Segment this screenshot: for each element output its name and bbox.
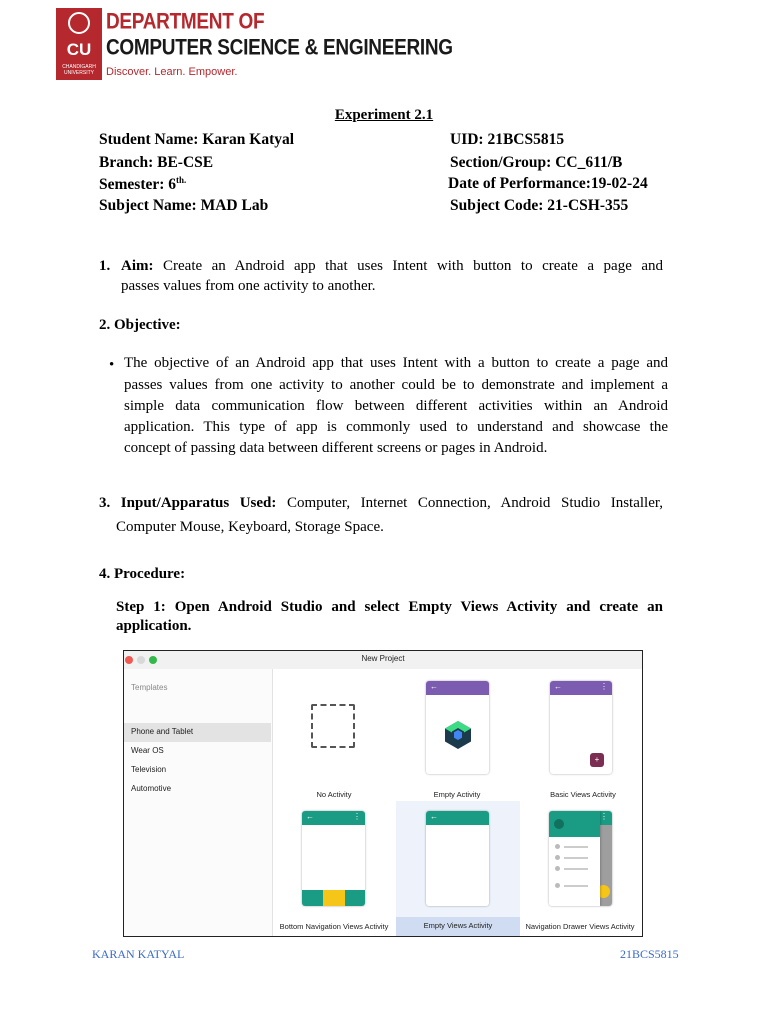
drawer-item-line: [564, 868, 588, 870]
back-arrow-icon: ←: [430, 812, 438, 821]
emblem-icon: [68, 12, 90, 34]
avatar-icon: [554, 819, 564, 829]
new-project-screenshot: [123, 650, 643, 937]
footer-uid: 21BCS5815: [620, 947, 679, 961]
bottom-nav-selected: [323, 890, 345, 906]
window-titlebar: [124, 651, 642, 669]
app-bar: [426, 811, 489, 825]
sidebar-item-phone-tablet[interactable]: Phone and Tablet: [131, 727, 194, 736]
aim-line-1: Aim: Create an Android app that uses Intent with button to create a page and: [121, 258, 664, 274]
objective-line: The objective of an Android app that uses Intent with a button to create a page and: [124, 355, 668, 371]
aim-line-2: passes values from one activity to another.: [121, 278, 376, 294]
template-bottom-navigation-views-activity[interactable]: Bottom Navigation Views Activity: [279, 922, 389, 931]
department-line-1: DEPARTMENT OF: [106, 10, 265, 35]
navigation-drawer: [549, 811, 600, 906]
objective-line: passes values from one activity to another could be to demonstrate and implement a: [124, 377, 668, 393]
subject-name: Subject Name: MAD Lab: [99, 197, 269, 214]
student-name: Student Name: Karan Katyal: [99, 131, 295, 148]
sidebar-item-wear-os[interactable]: Wear OS: [131, 746, 164, 755]
date-of-performance: Date of Performance:19-02-24: [448, 175, 648, 192]
nav-drawer-preview[interactable]: [549, 811, 612, 906]
compose-logo-icon: [442, 719, 474, 751]
drawer-item-icon: [555, 866, 560, 871]
overflow-menu-icon: ⋮: [353, 812, 361, 821]
template-basic-views-activity[interactable]: Basic Views Activity: [550, 790, 616, 799]
objective-line: concept of passing data between different screens or pages in Android.: [124, 440, 548, 456]
drawer-item-icon: [555, 844, 560, 849]
semester: Semester: $6^{th.}$: [99, 175, 187, 194]
department-line-2: COMPUTER SCIENCE & ENGINEERING: [106, 36, 453, 61]
footer-student-name: KARAN KATYAL: [92, 947, 185, 961]
drawer-item-icon: [555, 883, 560, 888]
step-1-line-2: application.: [116, 618, 192, 634]
sidebar-item-television[interactable]: Television: [131, 765, 167, 774]
experiment-title: Experiment 2.1: [334, 107, 434, 123]
drawer-header: [549, 811, 600, 837]
drawer-item-line: [564, 857, 588, 859]
back-arrow-icon: ←: [306, 812, 314, 821]
subject-code: Subject Code: 21-CSH-355: [450, 197, 629, 214]
bottom-nav-preview[interactable]: [302, 811, 365, 906]
window-title: New Project: [361, 654, 405, 663]
drawer-item-icon: [555, 855, 560, 860]
bullet: •: [109, 357, 115, 373]
apparatus-line-1: 3. Input/Apparatus Used: Computer, Internet Connection, Android Studio Installer,: [99, 495, 663, 511]
drawer-item-line: [564, 885, 588, 887]
objective-heading: 2. Objective:: [99, 317, 181, 333]
overflow-menu-icon: ⋮: [600, 682, 608, 691]
procedure-heading: 4. Procedure:: [99, 566, 186, 582]
template-navigation-drawer-views-activity[interactable]: Navigation Drawer Views Activity: [525, 922, 635, 931]
objective-line: simple data communication flow between different activities within an Android: [124, 398, 668, 414]
step-1-line-1: Step 1: Open Android Studio and select Empty Views Activity and create an: [116, 599, 663, 615]
overflow-menu-icon: ⋮: [600, 812, 608, 821]
no-activity-preview[interactable]: [311, 704, 355, 748]
back-arrow-icon: ←: [430, 682, 438, 691]
branch: Branch: BE-CSE: [99, 154, 214, 171]
empty-activity-preview[interactable]: [426, 681, 489, 774]
student-uid: UID: 21BCS5815: [450, 131, 565, 148]
back-arrow-icon: ←: [554, 682, 562, 691]
logo-subtext: CHANDIGARH UNIVERSITY: [62, 64, 96, 76]
aim-number: 1.: [99, 258, 111, 274]
templates-sidebar: [124, 669, 273, 937]
app-bar: [426, 681, 489, 695]
app-bar: [302, 811, 365, 825]
apparatus-line-2: Computer Mouse, Keyboard, Storage Space.: [116, 519, 384, 535]
template-no-activity[interactable]: No Activity: [316, 790, 352, 799]
empty-views-preview[interactable]: [426, 811, 489, 906]
basic-views-preview[interactable]: [550, 681, 612, 774]
sidebar-header: Templates: [131, 683, 168, 692]
bottom-navigation-bar: [302, 890, 365, 906]
drawer-item-line: [564, 846, 588, 848]
fab-add-icon: +: [590, 753, 604, 767]
app-bar: [550, 681, 612, 695]
section-group: Section/Group: CC_611/B: [450, 154, 623, 171]
template-empty-views-activity[interactable]: Empty Views Activity: [423, 921, 493, 930]
logo-text: CU: [66, 40, 92, 59]
sidebar-item-automotive[interactable]: Automotive: [131, 784, 172, 793]
template-empty-activity[interactable]: Empty Activity: [433, 790, 481, 799]
tagline: Discover. Learn. Empower.: [106, 66, 238, 78]
objective-line: application. This type of app is commonly used to understand and showcase the: [124, 419, 668, 435]
